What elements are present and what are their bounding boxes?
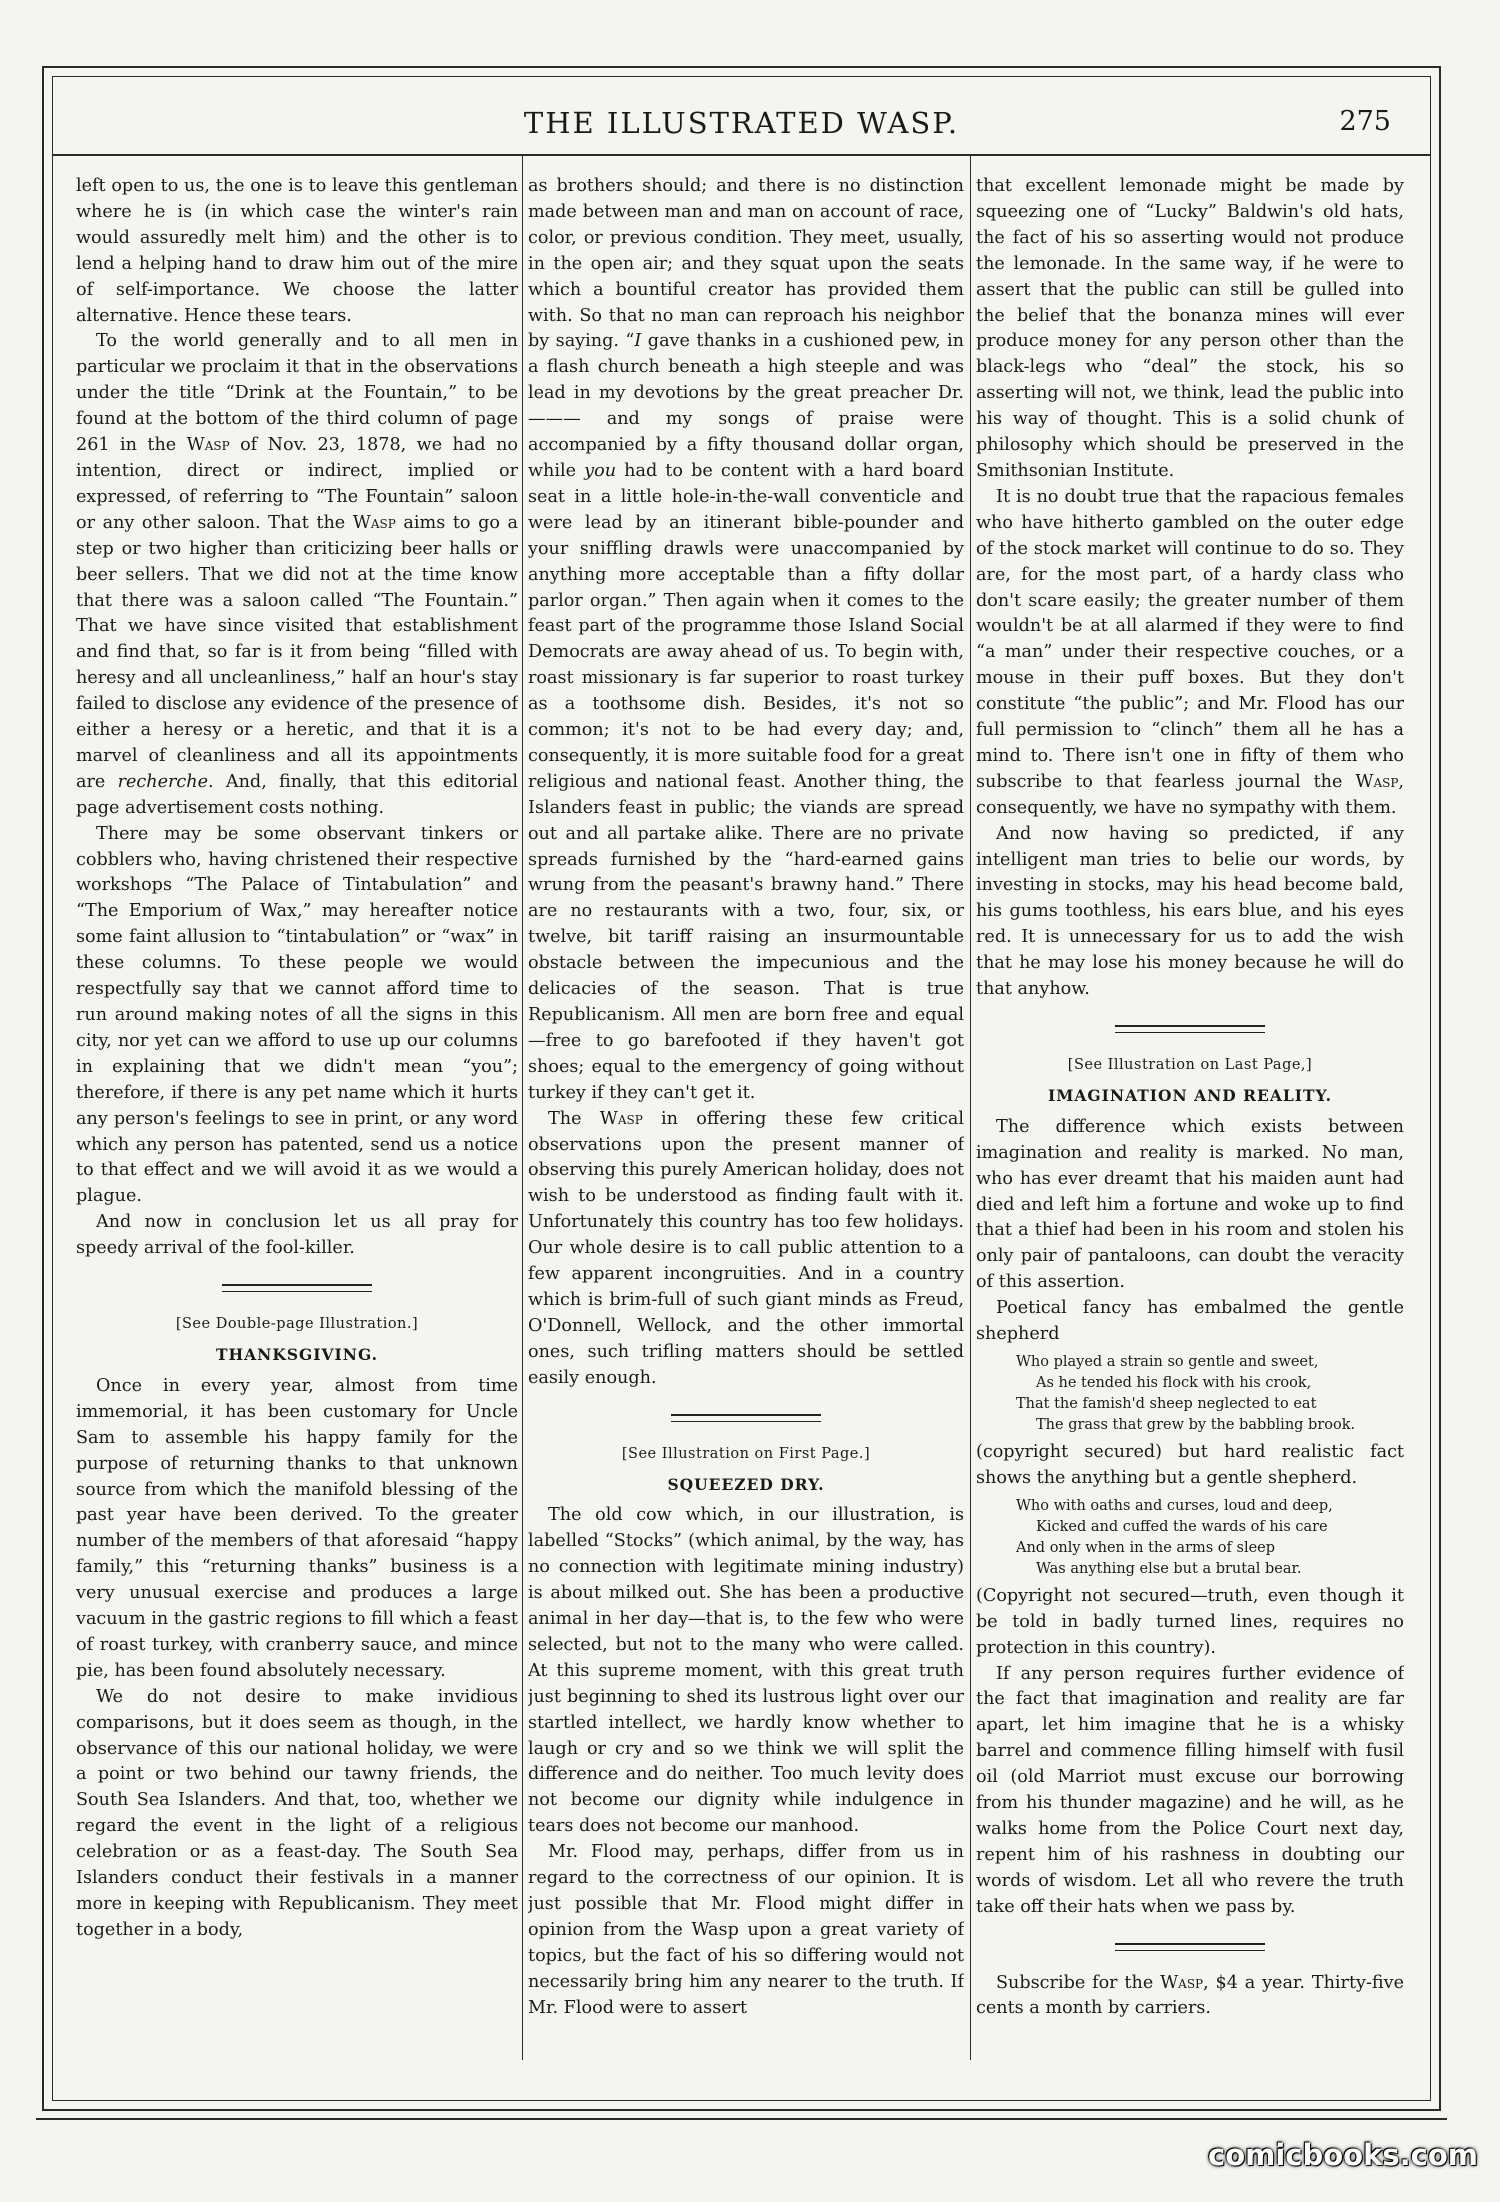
verse-line: That the famish'd sheep neglected to eat: [1016, 1395, 1317, 1412]
column-rule-left: [522, 156, 523, 2060]
verse-line: As he tended his flock with his crook,: [1036, 1374, 1312, 1391]
page-header: [52, 100, 1431, 146]
paragraph: Poetical fancy has embalmed the gentle shepherd: [976, 1298, 1404, 1345]
masthead-title: THE ILLUSTRATED WASP.: [523, 106, 960, 140]
paragraph: The difference which exists between imagination and reality is marked. No man, who has ever dreamt that his maiden aunt had died and left him a fortune and woke up to find that a thief had been in his room and stolen his only pair of pantaloons, can doubt the veracity of this assertion.: [976, 1116, 1404, 1293]
paragraph: We do not desire to make invidious comparisons, but it does seem as though, in the observance of this our national holiday, we were a point or two behind our tawny friends, the South Sea Islanders. And that, too, whether we regard the event in the light of a religious celebration or as a feast-day. The South Sea Islanders conduct their festivals in a manner more in keeping with Republicanism. They meet together in a body,: [76, 1686, 518, 1940]
section-divider: [1115, 1943, 1265, 1951]
verse-line: Was anything else but a brutal bear.: [1036, 1560, 1302, 1577]
paragraph: The Wasp in offering these few critical observations upon the present manner of observing this purely American holiday, does not wish to be understood as finding fault with it. Unfortunately this country has too few holidays. Our whole desire is to call public attention to a few apparent incongruities. And in a country which is brim-full of such giant minds as Freud, O'Donnell, Wellock, and the other immortal ones, such trifling matters should be settled easily enough.: [528, 1108, 964, 1388]
column-1: [76, 174, 518, 2064]
column-rule-right: [970, 156, 971, 2060]
paragraph: If any person requires further evidence of the fact that imagination and reality are far apart, let him imagine that he is a whisky barrel and commence filling himself with fusil oil (old Marriot must excuse our borrowing from his thunder magazine) and he will, as he walks home from the Police Court next day, repent him of his rashness in doubting our words of wisdom. Let all who revere the truth take off their hats when we pass by.: [976, 1663, 1404, 1917]
section-heading-thanksgiving: THANKSGIVING.: [215, 1344, 379, 1364]
verse-line: Who played a strain so gentle and sweet,: [1016, 1353, 1319, 1370]
paragraph: To the world generally and to all men in particular we proclaim it that in the observations under the title “Drink at the Fountain,” to be found at the bottom of the third column of page 261 in the Wasp of Nov. 23, 1878, we had no intention, direct or indirect, implied or expressed, of referring to “The Fountain” saloon or any other saloon. That the Wasp aims to go a step or two higher than criticizing beer halls or beer sellers. That we did not at the time know that there was a saloon called “The Fountain.” That we have since visited that establishment and find that, so far is it from being “filled with heresy and all uncleanliness,” half an hour's stay failed to disclose any evidence of the presence of either a heresy or a heretic, and that it is a marvel of cleanliness and all its appointments are recherche. And, finally, that this editorial page advertisement costs nothing.: [76, 331, 518, 818]
section-divider: [222, 1284, 372, 1292]
section-heading-imagination-and-reality: IMAGINATION AND REALITY.: [1047, 1085, 1333, 1105]
verse-stanza: [976, 1496, 1404, 1580]
paragraph: And now having so predicted, if any intelligent man tries to belie our words, by investing in stocks, may his head become bald, his gums toothless, his ears blue, and his eyes red. It is unnecessary for us to add the wish that he may lose his money because he will do that anyhow.: [976, 823, 1404, 1000]
paragraph: It is no doubt true that the rapacious females who have hitherto gambled on the outer edge of the stock market will continue to do so. They are, for the most part, of a hardy class who don't scare easily; the greater number of them wouldn't be at all alarmed if they were to find “a man” under their respective couches, or a mouse in their puff boxes. But they don't constitute “the public”; and Mr. Flood has our full permission to “clinch” them all he has a mind to. There isn't one in fifty of them who subscribe to that fearless journal the Wasp, consequently, we have no sympathy with them.: [976, 486, 1404, 818]
illustration-reference: [See Illustration on First Page.]: [621, 1445, 871, 1462]
verse-line: And only when in the arms of sleep: [1016, 1539, 1276, 1556]
section-divider: [671, 1414, 821, 1422]
section-divider: [1115, 1025, 1265, 1033]
paragraph: as brothers should; and there is no distinction made between man and man on account of race, color, or previous condition. They meet, usually, in the open air; and they squat upon the seats which a bountiful creator has provided them with. So that no man can reproach his neighbor by saying. “I gave thanks in a cushioned pew, in a flash church beneath a high steeple and was lead in my devotions by the great preacher Dr. ——— and my songs of praise were accompanied by a fifty thousand dollar organ, while you had to be content with a hard board seat in a little hole-in-the-wall conventicle and were lead by an itinerant bible-pounder and your sniffling drawls were unaccompanied by anything more acceptable than a fifty dollar parlor organ.” Then again when it comes to the feast part of the programme those Island Social Democrats are away ahead of us. To begin with, roast missionary is far superior to roast turkey as a toothsome dish. Besides, it's not so common; it's not to be had every day; and, consequently, it is more suitable food for a great religious and national feast. Another thing, the Islanders feast in public; the viands are spread out and all partake alike. There are no private spreads furnished by the “hard-earned gains wrung from the peasant's brawny hand.” There are no restaurants with a two, four, six, or twelve, bit tariff raising an insurmountable obstacle between the impecunious and the delicacies of the season. That is true Republicanism. All men are born free and equal—free to go barefooted if they haven't got shoes; equal to the emergency of going without turkey if they can't get it.: [528, 176, 964, 1103]
paragraph: Mr. Flood may, perhaps, differ from us in regard to the correctness of our opinion. It is just possible that Mr. Flood might differ in opinion from the Wasp upon a great variety of topics, but the fact of his so differing would not necessarily bring him any nearer to the truth. If Mr. Flood were to assert: [528, 1842, 964, 2018]
paragraph: Subscribe for the Wasp, $4 a year. Thirty-five cents a month by carriers.: [976, 1972, 1404, 2019]
paragraph: Once in every year, almost from time immemorial, it has been customary for Uncle Sam to assemble his happy family for the purpose of returning thanks to that unknown source from which the manifold blessing of the past year have been derived. To the greater number of the members of that aforesaid “happy family,” this “returning thanks” business is a very unusual exercise and produces a large vacuum in the gastric regions to fill which a feast of roast turkey, with cranberry sauce, and mince pie, has been found absolutely necessary.: [76, 1375, 518, 1681]
page-number: 275: [1339, 106, 1391, 137]
watermark: comicbooks.com: [1208, 2138, 1478, 2172]
column-3: [976, 174, 1404, 2064]
bottom-rule: [36, 2118, 1447, 2120]
verse-line: Kicked and cuffed the wards of his care: [1036, 1518, 1328, 1535]
paragraph: The old cow which, in our illustration, is labelled “Stocks” (which animal, by the way, has no connection with legitimate mining industry) is about milked out. She has been a productive animal in her day—that is, to the few who were selected, but not to the many who were called. At this supreme moment, with this great truth just beginning to shed its lustrous light over our startled intellect, we hardly know whether to laugh or cry and so we think we will split the difference and do neither. Too much levity does not become our dignity while indulgence in tears does not become our manhood.: [528, 1505, 964, 1837]
illustration-reference: [See Double-page Illustration.]: [175, 1316, 419, 1333]
verse-line: The grass that grew by the babbling brook.: [1036, 1416, 1356, 1433]
paragraph: left open to us, the one is to leave this gentleman where he is (in which case the winter's rain would assuredly melt him) and the other is to lend a helping hand to draw him out of the mire of self-importance. We choose the latter alternative. Hence these tears.: [76, 176, 518, 326]
verse-line: Who with oaths and curses, loud and deep,: [1016, 1497, 1333, 1514]
paragraph: (copyright secured) but hard realistic fact shows the anything but a gentle shepherd.: [976, 1441, 1404, 1488]
paragraph: that excellent lemonade might be made by squeezing one of “Lucky” Baldwin's old hats, the fact of his so asserting would not produce the lemonade. In the same way, if he were to assert that the public can still be gulled into the belief that the bonanza mines will ever produce money for any person other than the black-legs who “deal” the stock, his so asserting will not, we think, lead the public into his way of thought. This is a solid chunk of philosophy which should be preserved in the Smithsonian Institute.: [976, 176, 1404, 481]
illustration-reference: [See Illustration on Last Page,]: [1067, 1057, 1313, 1073]
section-heading-squeezed-dry: SQUEEZED DRY.: [667, 1474, 825, 1494]
paragraph: (Copyright not secured—truth, even though it be told in badly turned lines, requires no protection in this country).: [976, 1585, 1404, 1658]
verse-stanza: [976, 1352, 1404, 1436]
paragraph: And now in conclusion let us all pray for speedy arrival of the fool-killer.: [76, 1212, 518, 1259]
header-rule: [52, 154, 1431, 156]
column-2: [528, 174, 964, 2064]
paragraph: There may be some observant tinkers or cobblers who, having christened their respective workshops “The Palace of Tintabulation” and “The Emporium of Wax,” may hereafter notice some faint allusion to “tintabulation” or “wax” in these columns. To these people we would respectfully say that we cannot afford time to run around making notes of all the signs in this city, nor yet can we afford to use up our columns in explaining that we didn't mean “you”; therefore, if there is any pet name which it hurts any person's feelings to see in print, or any word which any person has patented, send us a notice to that effect and we will avoid it as we would a plague.: [76, 823, 518, 1207]
